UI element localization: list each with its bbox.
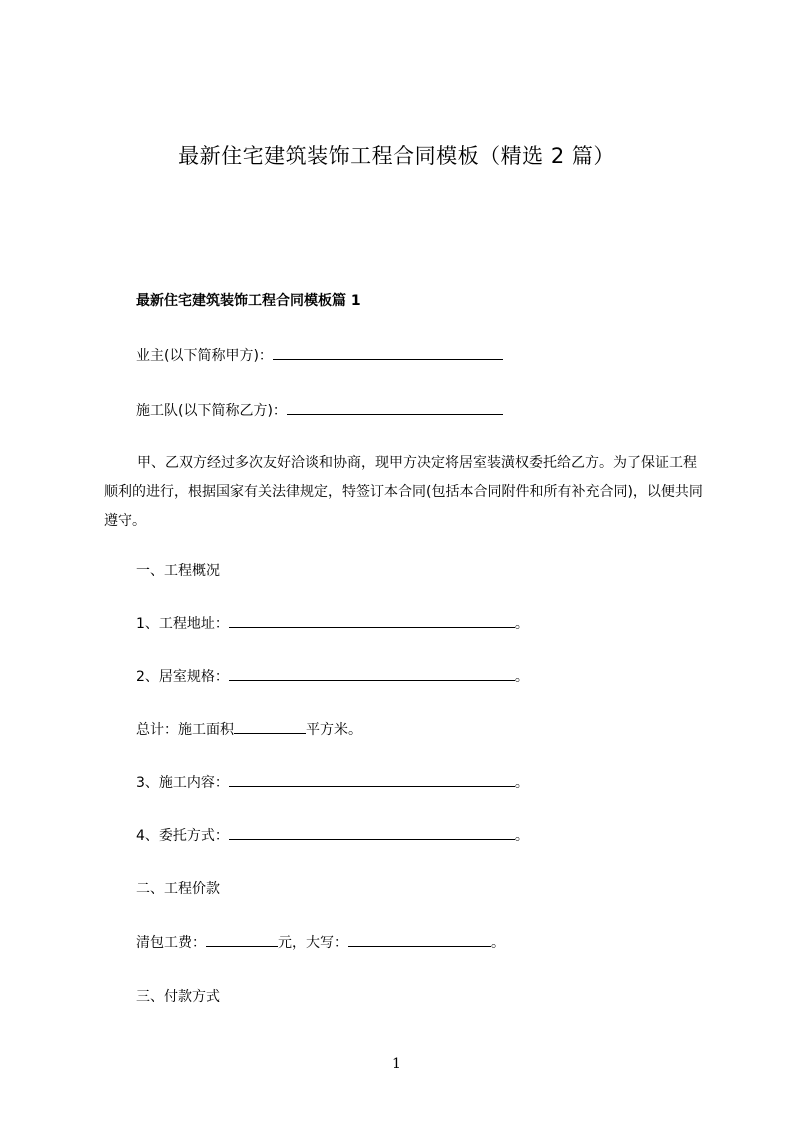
item-1-label: 1、工程地址： [136, 616, 229, 632]
total-blank [234, 721, 306, 734]
contractor-label: 施工队(以下简称乙方)： [136, 403, 287, 419]
fee-line [136, 932, 505, 952]
fee-unit: 元，大写： [278, 935, 348, 951]
total-label: 总计：施工面积 [136, 722, 234, 738]
fee-period: 。 [491, 935, 505, 951]
owner-line [136, 345, 503, 365]
item-3-period: 。 [514, 775, 529, 791]
contractor-line [136, 400, 503, 420]
item-3-line [136, 772, 529, 792]
fee-words-blank [348, 934, 491, 947]
item-2-period: 。 [514, 669, 529, 685]
intro-text: 甲、乙双方经过多次友好洽谈和协商，现甲方决定将居室装潢权委托给乙方。为了保证工程顺利的进行，根据国家有关法律规定，特签订本合同(包括本合同附件和所有补充合同)，以便共同遵守。 [104, 455, 703, 529]
item-1-period: 。 [514, 616, 529, 632]
item-1-blank [229, 615, 515, 628]
item-2-label: 2、居室规格： [136, 669, 229, 685]
item-3-blank [229, 774, 515, 787]
owner-label: 业主(以下简称甲方)： [136, 348, 273, 364]
intro-paragraph [104, 449, 704, 536]
heading-3: 三、付款方式 [136, 989, 220, 1005]
total-unit: 平方米。 [306, 722, 362, 738]
document-title: 最新住宅建筑装饰工程合同模板（精选 2 篇） [178, 144, 615, 168]
heading-2: 二、工程价款 [136, 881, 220, 897]
total-line [136, 719, 362, 739]
item-4-blank [229, 827, 515, 840]
item-4-period: 。 [514, 828, 529, 844]
item-2-line [136, 666, 529, 686]
page-number: 1 [392, 1056, 401, 1072]
item-3-label: 3、施工内容： [136, 775, 229, 791]
item-4-line [136, 825, 529, 845]
fee-label: 清包工费： [136, 935, 206, 951]
fee-blank [206, 934, 278, 947]
item-1-line [136, 613, 529, 633]
item-2-blank [229, 668, 515, 681]
section-title: 最新住宅建筑装饰工程合同模板篇 1 [136, 293, 361, 309]
heading-1: 一、工程概况 [136, 563, 220, 579]
item-4-label: 4、委托方式： [136, 828, 229, 844]
contractor-blank [287, 402, 503, 415]
owner-blank [273, 347, 503, 360]
